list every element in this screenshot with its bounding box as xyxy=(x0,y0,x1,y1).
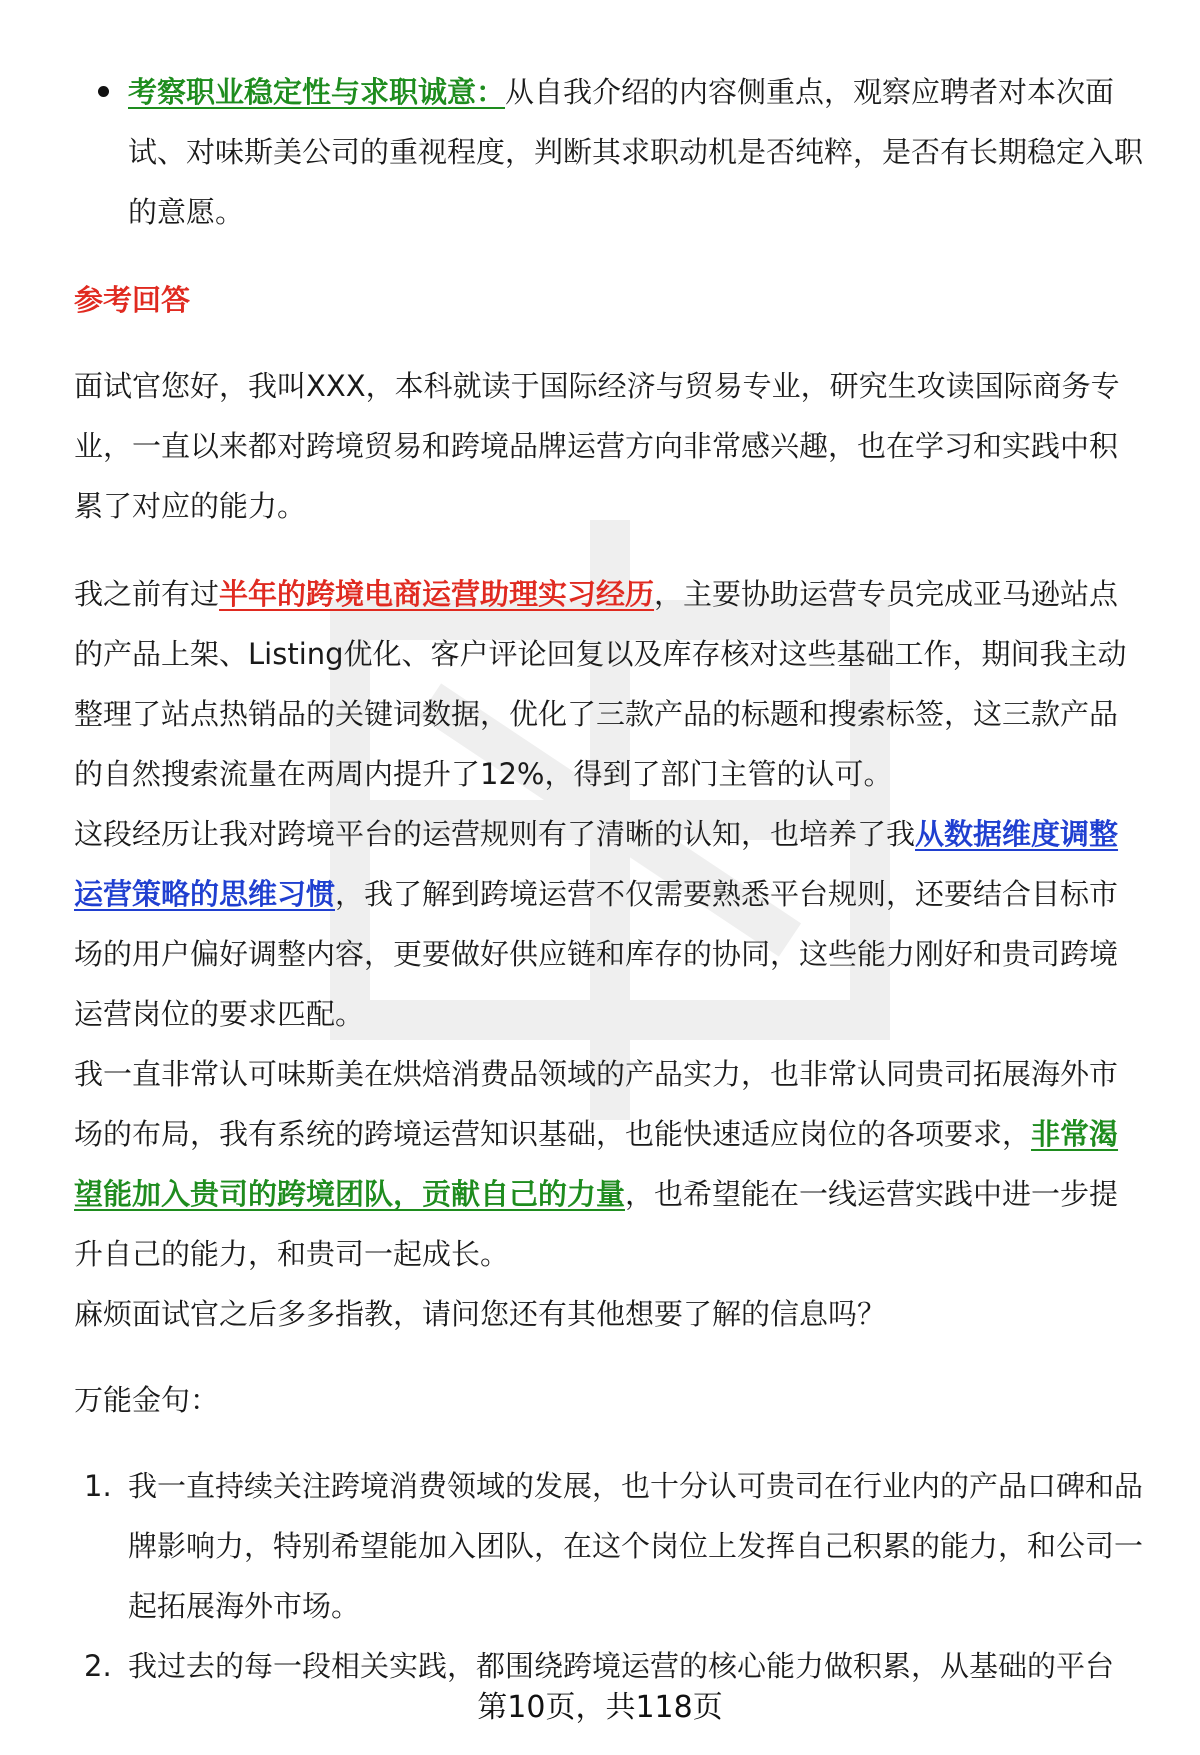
para4-before: 我一直非常认可味斯美在烘焙消费品领域的产品实力，也非常认同贵司拓展海外市场的布局，我有系统的跨境运营知识基础，也能快速适应岗位的各项要求， xyxy=(74,1057,1119,1151)
paragraph-closing: 麻烦面试官之后多多指教，请问您还有其他想要了解的信息吗？ xyxy=(74,1297,887,1331)
para3-before: 这段经历让我对跨境平台的运营规则有了清晰的认知，也培养了我 xyxy=(74,817,916,851)
reference-heading: 参考回答 xyxy=(74,283,191,317)
paragraph-experience xyxy=(74,804,1144,1044)
golden-item-text: 我一直持续关注跨境消费领域的发展，也十分认可贵司在行业内的产品口碑和品牌影响力，特别希望能加入团队，在这个岗位上发挥自己积累的能力，和公司一起拓展海外市场。 xyxy=(128,1469,1144,1623)
golden-item-number: 1. xyxy=(84,1469,112,1503)
para4-highlight: 非常渴望能加入贵司的跨境团队，贡献自己的力量 xyxy=(74,1117,1119,1211)
golden-item-number: 2. xyxy=(84,1649,112,1683)
bullet-text: 从自我介绍的内容侧重点，观察应聘者对本次面试、对味斯美公司的重视程度，判断其求职动机是否纯粹，是否有长期稳定入职的意愿。 xyxy=(128,75,1144,229)
document-body xyxy=(74,62,1144,1696)
paragraph-internship xyxy=(74,564,1144,804)
golden-item xyxy=(74,1456,1144,1636)
bullet-dot-icon xyxy=(98,86,109,97)
golden-item xyxy=(74,1636,1144,1696)
page-footer: 第10页，共118页 xyxy=(477,1690,723,1725)
golden-heading: 万能金句： xyxy=(74,1383,220,1417)
golden-item-text: 我过去的每一段相关实践，都围绕跨境运营的核心能力做积累，从基础的平台 xyxy=(128,1649,1115,1683)
bullet-title: 考察职业稳定性与求职诚意： xyxy=(128,75,506,109)
para2-before: 我之前有过 xyxy=(74,577,220,611)
para2-highlight: 半年的跨境电商运营助理实习经历 xyxy=(219,577,655,611)
para3-highlight: 从数据维度调整运营策略的思维习惯 xyxy=(74,817,1119,911)
paragraph-motivation xyxy=(74,1044,1144,1284)
bullet-item xyxy=(74,62,1144,242)
para3-after: ，我了解到跨境运营不仅需要熟悉平台规则，还要结合目标市场的用户偏好调整内容，更要做好供应链和库存的协同，这些能力刚好和贵司跨境运营岗位的要求匹配。 xyxy=(74,877,1119,1031)
para2-after: ，主要协助运营专员完成亚马逊站点的产品上架、Listing优化、客户评论回复以及库存核对这些基础工作，期间我主动整理了站点热销品的关键词数据，优化了三款产品的标题和搜索标签，这三款产品的自然搜索流量在两周内提升了12%，得到了部门主管的认可。 xyxy=(74,577,1127,791)
para4-after: ，也希望能在一线运营实践中进一步提升自己的能力，和贵司一起成长。 xyxy=(74,1177,1119,1271)
paragraph-intro: 面试官您好，我叫XXX，本科就读于国际经济与贸易专业，研究生攻读国际商务专业，一直以来都对跨境贸易和跨境品牌运营方向非常感兴趣，也在学习和实践中积累了对应的能力。 xyxy=(74,369,1120,523)
